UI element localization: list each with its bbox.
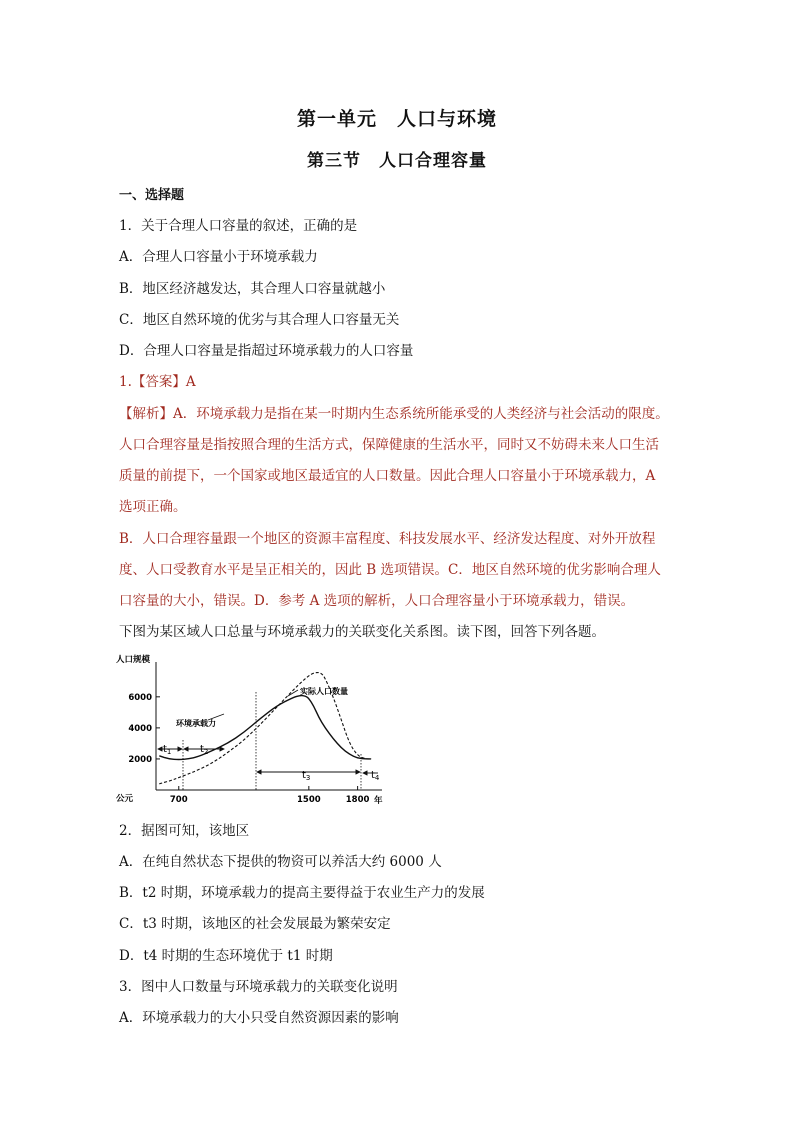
x-tick-label: 1500 <box>296 795 321 805</box>
q1-explanation-line: B．人口合理容量跟一个地区的资源丰富程度、科技发展水平、经济发达程度、对外开放程 <box>119 531 656 547</box>
population-capacity-chart <box>112 648 392 810</box>
q2-option-b: B．t2 时期，环境承载力的提高主要得益于农业生产力的发展 <box>119 885 485 901</box>
x-axis-unit: 年 <box>374 796 383 806</box>
q1-stem: 1．关于合理人口容量的叙述，正确的是 <box>119 218 358 234</box>
q3-option-a: A．环境承载力的大小只受自然资源因素的影响 <box>119 1010 399 1026</box>
section-label: 一、选择题 <box>119 188 185 203</box>
q1-answer: 1.【答案】A <box>119 374 196 390</box>
period-label: $t_2$ <box>200 744 209 756</box>
y-axis-label: 人口规模 <box>116 655 151 665</box>
y-tick-label: 2000 <box>128 754 152 765</box>
x-tick-label: 700 <box>169 795 188 805</box>
y-tick-label: 4000 <box>128 723 152 734</box>
q2-stem: 2．据图可知，该地区 <box>119 823 250 839</box>
period-label: $t_1$ <box>163 744 172 756</box>
q1-explanation-line: 质量的前提下，一个国家或地区最适宜的人口数量。因此合理人口容量小于环境承载力，A <box>119 468 656 484</box>
q1-explanation-line: 【解析】A．环境承载力是指在某一时期内生态系统所能承受的人类经济与社会活动的限度。 <box>119 406 669 422</box>
figure-intro: 下图为某区域人口总量与环境承载力的关联变化关系图。读下图，回答下列各题。 <box>119 624 605 640</box>
q2-option-c: C．t3 时期，该地区的社会发展最为繁荣安定 <box>119 916 391 932</box>
series-label-population: 实际人口数量 <box>300 687 348 696</box>
q1-option-d: D．合理人口容量是指超过环境承载力的人口容量 <box>119 343 414 359</box>
x-axis-left-label: 公元 <box>116 794 134 804</box>
q3-stem: 3．图中人口数量与环境承载力的关联变化说明 <box>119 979 398 995</box>
y-tick-label: 6000 <box>128 692 152 703</box>
series-label-capacity: 环境承载力 <box>176 719 216 728</box>
q2-option-a: A．在纯自然状态下提供的物资可以养活大约 6000 人 <box>119 854 442 870</box>
period-label: $t_3$ <box>302 770 311 782</box>
q1-option-c: C．地区自然环境的优劣与其合理人口容量无关 <box>119 312 400 328</box>
unit-title: 第一单元 人口与环境 <box>296 108 497 130</box>
label-leader <box>208 714 224 720</box>
x-tick-label: 1800 <box>345 795 370 805</box>
period-label: $t_4$ <box>371 770 380 782</box>
q1-explanation-line: 选项正确。 <box>119 499 187 515</box>
q2-option-d: D．t4 时期的生态环境优于 t1 时期 <box>119 948 333 964</box>
q1-explanation-line: 口容量的大小，错误。D．参考 A 选项的解析，人口合理容量小于环境承载力，错误。 <box>119 593 635 609</box>
q1-explanation-line: 人口合理容量是指按照合理的生活方式，保障健康的生活水平，同时又不妨碍未来人口生活 <box>119 437 659 453</box>
section-title: 第三节 人口合理容量 <box>307 151 487 171</box>
q1-explanation-line: 度、人口受教育水平是呈正相关的，因此 B 选项错误。C．地区自然环境的优劣影响合理人 <box>119 562 661 578</box>
q1-option-b: B．地区经济越发达，其合理人口容量就越小 <box>119 281 386 297</box>
q1-option-a: A．合理人口容量小于环境承载力 <box>119 249 318 265</box>
